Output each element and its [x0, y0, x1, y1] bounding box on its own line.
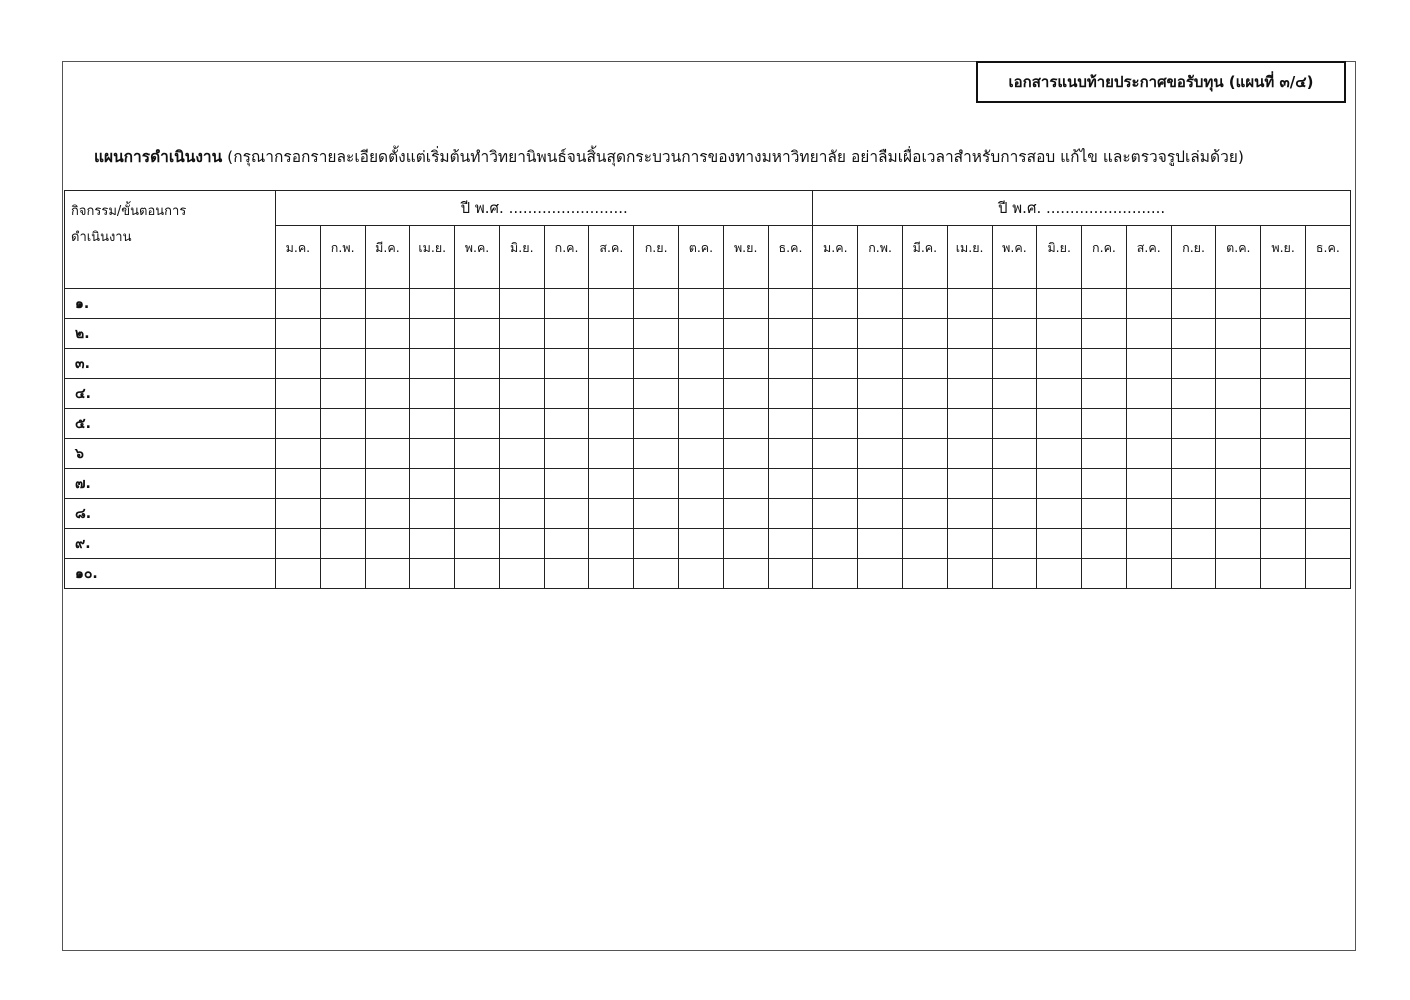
schedule-cell[interactable]	[1171, 529, 1216, 559]
schedule-cell[interactable]	[902, 529, 947, 559]
schedule-cell[interactable]	[947, 559, 992, 589]
year-header-2: ปี พ.ศ. .........................	[813, 191, 1350, 226]
schedule-cell[interactable]	[858, 469, 903, 499]
title-bold: แผนการดำเนินงาน	[94, 148, 223, 166]
schedule-cell[interactable]	[634, 499, 679, 529]
schedule-cell[interactable]	[723, 529, 768, 559]
schedule-cell[interactable]	[902, 289, 947, 319]
schedule-cell[interactable]	[320, 499, 365, 529]
schedule-cell[interactable]	[1306, 319, 1351, 349]
schedule-cell[interactable]	[992, 469, 1037, 499]
schedule-cell[interactable]	[947, 409, 992, 439]
month-header: ก.ย.	[634, 226, 679, 289]
schedule-cell[interactable]	[679, 289, 724, 319]
schedule-cell[interactable]	[813, 349, 858, 379]
schedule-cell[interactable]	[992, 319, 1037, 349]
schedule-cell[interactable]	[1216, 529, 1261, 559]
schedule-cell[interactable]	[634, 469, 679, 499]
schedule-cell[interactable]	[1082, 289, 1127, 319]
plan-body	[65, 289, 1351, 589]
schedule-cell[interactable]	[813, 319, 858, 349]
schedule-cell[interactable]	[1216, 379, 1261, 409]
schedule-cell[interactable]	[1171, 409, 1216, 439]
schedule-cell[interactable]	[365, 439, 410, 469]
schedule-cell[interactable]	[276, 559, 321, 589]
schedule-cell[interactable]	[679, 499, 724, 529]
schedule-cell[interactable]	[410, 379, 455, 409]
schedule-cell[interactable]	[1037, 469, 1082, 499]
schedule-cell[interactable]	[544, 529, 589, 559]
schedule-cell[interactable]	[634, 559, 679, 589]
schedule-cell[interactable]	[1306, 529, 1351, 559]
schedule-cell[interactable]	[947, 469, 992, 499]
year-header-1: ปี พ.ศ. .........................	[276, 191, 813, 226]
schedule-cell[interactable]	[455, 439, 500, 469]
schedule-cell[interactable]	[1126, 289, 1171, 319]
schedule-cell[interactable]	[992, 439, 1037, 469]
schedule-cell[interactable]	[544, 379, 589, 409]
schedule-cell[interactable]	[768, 289, 813, 319]
schedule-cell[interactable]	[320, 289, 365, 319]
schedule-cell[interactable]	[276, 499, 321, 529]
schedule-cell[interactable]	[276, 439, 321, 469]
schedule-cell[interactable]	[544, 319, 589, 349]
schedule-cell[interactable]	[1126, 379, 1171, 409]
schedule-cell[interactable]	[1306, 439, 1351, 469]
schedule-cell[interactable]	[902, 469, 947, 499]
schedule-cell[interactable]	[813, 469, 858, 499]
schedule-cell[interactable]	[589, 469, 634, 499]
schedule-cell[interactable]	[723, 499, 768, 529]
schedule-cell[interactable]	[455, 469, 500, 499]
schedule-cell[interactable]	[499, 499, 544, 529]
schedule-cell[interactable]	[499, 349, 544, 379]
month-header: มิ.ย.	[499, 226, 544, 289]
schedule-cell[interactable]	[1261, 379, 1306, 409]
schedule-cell[interactable]	[544, 409, 589, 439]
schedule-cell[interactable]	[902, 349, 947, 379]
month-header: พ.ค.	[992, 226, 1037, 289]
schedule-cell[interactable]	[365, 529, 410, 559]
schedule-cell[interactable]	[947, 289, 992, 319]
schedule-cell[interactable]	[992, 529, 1037, 559]
row-number: ๖	[65, 439, 276, 469]
schedule-cell[interactable]	[723, 409, 768, 439]
schedule-cell[interactable]	[589, 289, 634, 319]
schedule-cell[interactable]	[634, 349, 679, 379]
schedule-cell[interactable]	[410, 319, 455, 349]
schedule-cell[interactable]	[455, 409, 500, 439]
schedule-cell[interactable]	[455, 379, 500, 409]
schedule-cell[interactable]	[679, 439, 724, 469]
schedule-cell[interactable]	[858, 379, 903, 409]
schedule-cell[interactable]	[320, 349, 365, 379]
schedule-cell[interactable]	[634, 289, 679, 319]
schedule-cell[interactable]	[499, 289, 544, 319]
schedule-cell[interactable]	[1126, 499, 1171, 529]
table-row	[65, 349, 1351, 379]
schedule-cell[interactable]	[544, 439, 589, 469]
schedule-cell[interactable]	[1037, 559, 1082, 589]
schedule-cell[interactable]	[858, 319, 903, 349]
schedule-cell[interactable]	[320, 529, 365, 559]
activity-header-line2: ดำเนินงาน	[71, 230, 132, 245]
schedule-cell[interactable]	[902, 559, 947, 589]
schedule-cell[interactable]	[1261, 499, 1306, 529]
table-row	[65, 559, 1351, 589]
schedule-cell[interactable]	[679, 379, 724, 409]
schedule-cell[interactable]	[679, 559, 724, 589]
schedule-cell[interactable]	[499, 409, 544, 439]
schedule-cell[interactable]	[1082, 469, 1127, 499]
schedule-cell[interactable]	[410, 439, 455, 469]
schedule-cell[interactable]	[455, 349, 500, 379]
schedule-cell[interactable]	[723, 319, 768, 349]
schedule-cell[interactable]	[320, 439, 365, 469]
schedule-cell[interactable]	[1261, 439, 1306, 469]
schedule-cell[interactable]	[1082, 409, 1127, 439]
schedule-cell[interactable]	[902, 319, 947, 349]
schedule-cell[interactable]	[544, 469, 589, 499]
schedule-cell[interactable]	[1126, 439, 1171, 469]
row-number: ๑.	[65, 289, 276, 319]
schedule-cell[interactable]	[276, 469, 321, 499]
schedule-cell[interactable]	[813, 499, 858, 529]
schedule-cell[interactable]	[589, 529, 634, 559]
schedule-cell[interactable]	[544, 289, 589, 319]
schedule-cell[interactable]	[1171, 469, 1216, 499]
schedule-cell[interactable]	[1037, 349, 1082, 379]
schedule-cell[interactable]	[1306, 379, 1351, 409]
schedule-cell[interactable]	[634, 319, 679, 349]
schedule-cell[interactable]	[365, 409, 410, 439]
table-row	[65, 469, 1351, 499]
schedule-cell[interactable]	[1082, 439, 1127, 469]
month-header: ม.ค.	[276, 226, 321, 289]
schedule-cell[interactable]	[1126, 319, 1171, 349]
schedule-cell[interactable]	[679, 529, 724, 559]
schedule-cell[interactable]	[320, 469, 365, 499]
schedule-cell[interactable]	[679, 349, 724, 379]
schedule-cell[interactable]	[1306, 469, 1351, 499]
schedule-cell[interactable]	[1261, 409, 1306, 439]
schedule-cell[interactable]	[1082, 529, 1127, 559]
schedule-cell[interactable]	[1171, 319, 1216, 349]
schedule-cell[interactable]	[1171, 289, 1216, 319]
schedule-cell[interactable]	[1082, 559, 1127, 589]
schedule-cell[interactable]	[858, 439, 903, 469]
schedule-cell[interactable]	[499, 469, 544, 499]
schedule-cell[interactable]	[410, 499, 455, 529]
schedule-cell[interactable]	[1306, 499, 1351, 529]
schedule-cell[interactable]	[276, 289, 321, 319]
schedule-cell[interactable]	[858, 289, 903, 319]
schedule-cell[interactable]	[992, 409, 1037, 439]
schedule-cell[interactable]	[902, 439, 947, 469]
schedule-cell[interactable]	[1171, 379, 1216, 409]
schedule-cell[interactable]	[679, 319, 724, 349]
table-row	[65, 409, 1351, 439]
schedule-cell[interactable]	[858, 529, 903, 559]
schedule-cell[interactable]	[276, 319, 321, 349]
schedule-cell[interactable]	[1037, 529, 1082, 559]
schedule-cell[interactable]	[455, 319, 500, 349]
month-header: พ.ค.	[455, 226, 500, 289]
schedule-cell[interactable]	[365, 499, 410, 529]
schedule-cell[interactable]	[365, 469, 410, 499]
schedule-cell[interactable]	[634, 439, 679, 469]
schedule-cell[interactable]	[947, 529, 992, 559]
schedule-cell[interactable]	[499, 529, 544, 559]
schedule-cell[interactable]	[1082, 319, 1127, 349]
schedule-cell[interactable]	[1261, 319, 1306, 349]
schedule-cell[interactable]	[858, 499, 903, 529]
schedule-cell[interactable]	[768, 559, 813, 589]
schedule-cell[interactable]	[589, 409, 634, 439]
row-number: ๓.	[65, 349, 276, 379]
schedule-cell[interactable]	[723, 559, 768, 589]
schedule-cell[interactable]	[768, 469, 813, 499]
schedule-cell[interactable]	[1037, 499, 1082, 529]
schedule-cell[interactable]	[634, 379, 679, 409]
schedule-cell[interactable]	[947, 499, 992, 529]
month-header: ส.ค.	[589, 226, 634, 289]
schedule-cell[interactable]	[679, 409, 724, 439]
table-row	[65, 529, 1351, 559]
schedule-cell[interactable]	[410, 349, 455, 379]
schedule-cell[interactable]	[1216, 439, 1261, 469]
schedule-cell[interactable]	[1261, 529, 1306, 559]
schedule-cell[interactable]	[1082, 499, 1127, 529]
schedule-cell[interactable]	[768, 499, 813, 529]
schedule-cell[interactable]	[1261, 469, 1306, 499]
schedule-cell[interactable]	[1306, 289, 1351, 319]
schedule-cell[interactable]	[992, 499, 1037, 529]
schedule-cell[interactable]	[455, 559, 500, 589]
schedule-cell[interactable]	[858, 349, 903, 379]
schedule-cell[interactable]	[544, 559, 589, 589]
schedule-cell[interactable]	[1126, 349, 1171, 379]
month-header: มี.ค.	[365, 226, 410, 289]
schedule-cell[interactable]	[1082, 349, 1127, 379]
month-header: ต.ค.	[679, 226, 724, 289]
schedule-cell[interactable]	[365, 349, 410, 379]
schedule-cell[interactable]	[813, 289, 858, 319]
document-label: เอกสารแนบท้ายประกาศขอรับทุน (แผนที่ ๓/๔)	[976, 61, 1346, 103]
schedule-cell[interactable]	[1216, 349, 1261, 379]
schedule-cell[interactable]	[1126, 559, 1171, 589]
schedule-cell[interactable]	[902, 409, 947, 439]
schedule-cell[interactable]	[1126, 469, 1171, 499]
schedule-cell[interactable]	[723, 379, 768, 409]
table-row	[65, 379, 1351, 409]
schedule-cell[interactable]	[365, 559, 410, 589]
schedule-cell[interactable]	[1306, 349, 1351, 379]
schedule-cell[interactable]	[1126, 529, 1171, 559]
row-number: ๔.	[65, 379, 276, 409]
row-number: ๕.	[65, 409, 276, 439]
schedule-cell[interactable]	[992, 379, 1037, 409]
schedule-cell[interactable]	[634, 529, 679, 559]
month-header: ต.ค.	[1216, 226, 1261, 289]
schedule-cell[interactable]	[544, 349, 589, 379]
schedule-cell[interactable]	[813, 529, 858, 559]
schedule-cell[interactable]	[1037, 409, 1082, 439]
schedule-cell[interactable]	[992, 289, 1037, 319]
schedule-cell[interactable]	[768, 529, 813, 559]
schedule-cell[interactable]	[679, 469, 724, 499]
month-header: มิ.ย.	[1037, 226, 1082, 289]
row-number: ๑๐.	[65, 559, 276, 589]
table-row	[65, 319, 1351, 349]
schedule-cell[interactable]	[276, 529, 321, 559]
schedule-cell[interactable]	[499, 379, 544, 409]
schedule-cell[interactable]	[1216, 289, 1261, 319]
month-header: ก.ค.	[544, 226, 589, 289]
schedule-cell[interactable]	[1216, 559, 1261, 589]
schedule-cell[interactable]	[499, 319, 544, 349]
schedule-cell[interactable]	[947, 379, 992, 409]
table-row	[65, 289, 1351, 319]
schedule-cell[interactable]	[1171, 349, 1216, 379]
schedule-cell[interactable]	[813, 409, 858, 439]
schedule-cell[interactable]	[1037, 289, 1082, 319]
schedule-cell[interactable]	[768, 319, 813, 349]
schedule-cell[interactable]	[992, 349, 1037, 379]
schedule-cell[interactable]	[589, 349, 634, 379]
schedule-cell[interactable]	[276, 409, 321, 439]
schedule-cell[interactable]	[1171, 559, 1216, 589]
schedule-cell[interactable]	[858, 559, 903, 589]
schedule-cell[interactable]	[902, 499, 947, 529]
schedule-cell[interactable]	[455, 499, 500, 529]
schedule-cell[interactable]	[1171, 439, 1216, 469]
schedule-cell[interactable]	[589, 499, 634, 529]
month-header: ส.ค.	[1126, 226, 1171, 289]
schedule-cell[interactable]	[365, 289, 410, 319]
schedule-cell[interactable]	[768, 379, 813, 409]
schedule-cell[interactable]	[320, 319, 365, 349]
schedule-cell[interactable]	[1216, 469, 1261, 499]
month-header: มี.ค.	[902, 226, 947, 289]
row-number: ๙.	[65, 529, 276, 559]
month-header: พ.ย.	[1261, 226, 1306, 289]
schedule-cell[interactable]	[1261, 289, 1306, 319]
schedule-cell[interactable]	[1216, 409, 1261, 439]
schedule-cell[interactable]	[902, 379, 947, 409]
schedule-cell[interactable]	[410, 289, 455, 319]
schedule-cell[interactable]	[1261, 349, 1306, 379]
month-header: ก.ย.	[1171, 226, 1216, 289]
schedule-cell[interactable]	[813, 559, 858, 589]
schedule-cell[interactable]	[768, 439, 813, 469]
schedule-cell[interactable]	[947, 319, 992, 349]
schedule-cell[interactable]	[858, 409, 903, 439]
month-header: เม.ย.	[410, 226, 455, 289]
title-note: (กรุณากรอกรายละเอียดตั้งแต่เริ่มต้นทำวิทยานิพนธ์จนสิ้นสุดกระบวนการของทางมหาวิทยาลัย อย่าลืมเผื่อเวลาสำหรับการสอบ แก้ไข และตรวจรูปเล่มด้วย)	[227, 148, 1244, 166]
schedule-cell[interactable]	[320, 379, 365, 409]
schedule-cell[interactable]	[947, 349, 992, 379]
schedule-cell[interactable]	[723, 469, 768, 499]
schedule-cell[interactable]	[410, 529, 455, 559]
schedule-cell[interactable]	[589, 319, 634, 349]
schedule-cell[interactable]	[365, 379, 410, 409]
row-number: ๗.	[65, 469, 276, 499]
schedule-cell[interactable]	[499, 439, 544, 469]
schedule-cell[interactable]	[768, 349, 813, 379]
activity-column-header	[65, 191, 276, 289]
schedule-cell[interactable]	[410, 469, 455, 499]
schedule-cell[interactable]	[455, 289, 500, 319]
schedule-cell[interactable]	[320, 409, 365, 439]
schedule-cell[interactable]	[768, 409, 813, 439]
schedule-cell[interactable]	[1216, 499, 1261, 529]
table-row	[65, 439, 1351, 469]
row-number: ๘.	[65, 499, 276, 529]
month-header: พ.ย.	[723, 226, 768, 289]
schedule-cell[interactable]	[1037, 439, 1082, 469]
month-header: ธ.ค.	[1306, 226, 1351, 289]
month-header: ธ.ค.	[768, 226, 813, 289]
month-header: เม.ย.	[947, 226, 992, 289]
schedule-cell[interactable]	[276, 379, 321, 409]
page-title	[94, 144, 1344, 169]
schedule-cell[interactable]	[320, 559, 365, 589]
month-header: ก.พ.	[320, 226, 365, 289]
schedule-cell[interactable]	[544, 499, 589, 529]
schedule-cell[interactable]	[634, 409, 679, 439]
schedule-cell[interactable]	[947, 439, 992, 469]
month-header: ก.ค.	[1082, 226, 1127, 289]
schedule-cell[interactable]	[589, 439, 634, 469]
schedule-cell[interactable]	[455, 529, 500, 559]
schedule-cell[interactable]	[813, 439, 858, 469]
row-number: ๒.	[65, 319, 276, 349]
schedule-cell[interactable]	[1126, 409, 1171, 439]
month-header: ม.ค.	[813, 226, 858, 289]
schedule-cell[interactable]	[410, 409, 455, 439]
month-header: ก.พ.	[858, 226, 903, 289]
schedule-cell[interactable]	[1037, 319, 1082, 349]
schedule-cell[interactable]	[723, 289, 768, 319]
schedule-cell[interactable]	[1261, 559, 1306, 589]
schedule-cell[interactable]	[589, 559, 634, 589]
schedule-cell[interactable]	[723, 349, 768, 379]
schedule-cell[interactable]	[410, 559, 455, 589]
schedule-cell[interactable]	[992, 559, 1037, 589]
schedule-cell[interactable]	[813, 379, 858, 409]
schedule-cell[interactable]	[499, 559, 544, 589]
schedule-cell[interactable]	[1037, 379, 1082, 409]
work-plan-table	[64, 190, 1351, 589]
schedule-cell[interactable]	[276, 349, 321, 379]
schedule-cell[interactable]	[1171, 499, 1216, 529]
table-row	[65, 499, 1351, 529]
schedule-cell[interactable]	[1306, 409, 1351, 439]
schedule-cell[interactable]	[1306, 559, 1351, 589]
schedule-cell[interactable]	[723, 439, 768, 469]
schedule-cell[interactable]	[1082, 379, 1127, 409]
schedule-cell[interactable]	[1216, 319, 1261, 349]
activity-header-line1: กิจกรรม/ขั้นตอนการ	[71, 204, 187, 219]
schedule-cell[interactable]	[365, 319, 410, 349]
schedule-cell[interactable]	[589, 379, 634, 409]
